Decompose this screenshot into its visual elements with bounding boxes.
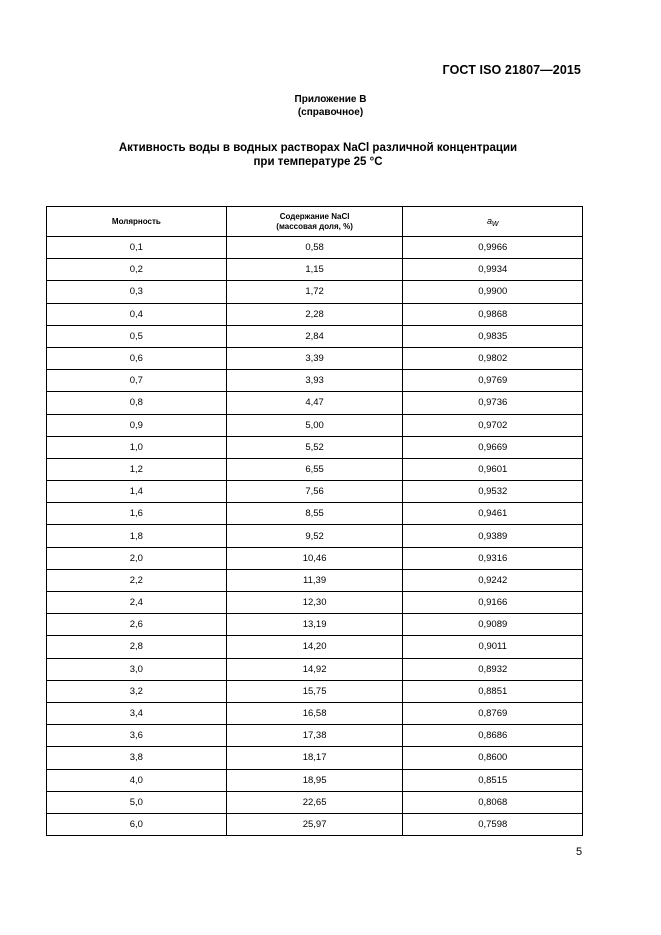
- cell-water-activity: 0,9532: [403, 481, 583, 503]
- document-code: ГОСТ ISO 21807—2015: [442, 63, 581, 77]
- cell-nacl-content: 9,52: [226, 525, 403, 547]
- cell-water-activity: 0,8515: [403, 769, 583, 791]
- cell-water-activity: 0,9966: [403, 237, 583, 259]
- cell-nacl-content: 2,28: [226, 303, 403, 325]
- table-row: [47, 325, 583, 347]
- cell-nacl-content: 0,58: [226, 237, 403, 259]
- table-row: [47, 436, 583, 458]
- cell-molarity: 0,9: [47, 414, 227, 436]
- annex-type: (справочное): [297, 107, 364, 118]
- table-row: [47, 347, 583, 369]
- cell-nacl-content: 22,65: [226, 791, 403, 813]
- cell-water-activity: 0,9702: [403, 414, 583, 436]
- cell-water-activity: 0,9389: [403, 525, 583, 547]
- table-body: [47, 237, 583, 836]
- cell-molarity: 0,2: [47, 259, 227, 281]
- cell-nacl-content: 14,20: [226, 636, 403, 658]
- cell-molarity: 1,8: [47, 525, 227, 547]
- cell-water-activity: 0,9011: [403, 636, 583, 658]
- cell-nacl-content: 18,95: [226, 769, 403, 791]
- header-nacl-line-2: (массовая доля, %): [276, 221, 353, 231]
- table-row: [47, 702, 583, 724]
- page-number: 5: [576, 846, 583, 858]
- cell-nacl-content: 25,97: [226, 813, 403, 835]
- cell-molarity: 3,0: [47, 658, 227, 680]
- table-row: [47, 569, 583, 591]
- cell-water-activity: 0,8600: [403, 747, 583, 769]
- table-row: [47, 658, 583, 680]
- cell-water-activity: 0,9868: [403, 303, 583, 325]
- cell-water-activity: 0,8851: [403, 680, 583, 702]
- cell-molarity: 0,3: [47, 281, 227, 303]
- header-nacl-line-1: Содержание NaCl: [279, 211, 350, 221]
- cell-water-activity: 0,9669: [403, 436, 583, 458]
- cell-water-activity: 0,9835: [403, 325, 583, 347]
- cell-water-activity: 0,9166: [403, 592, 583, 614]
- table-row: [47, 813, 583, 835]
- cell-water-activity: 0,9242: [403, 569, 583, 591]
- annex-title: Приложение В: [294, 94, 367, 105]
- cell-molarity: 1,0: [47, 436, 227, 458]
- cell-water-activity: 0,9461: [403, 503, 583, 525]
- cell-water-activity: 0,8769: [403, 702, 583, 724]
- cell-water-activity: 0,8068: [403, 791, 583, 813]
- table-row: [47, 503, 583, 525]
- table-row: [47, 747, 583, 769]
- table-caption: [0, 141, 636, 169]
- cell-nacl-content: 4,47: [226, 392, 403, 414]
- cell-molarity: 0,1: [47, 237, 227, 259]
- cell-nacl-content: 5,00: [226, 414, 403, 436]
- cell-molarity: 4,0: [47, 769, 227, 791]
- cell-molarity: 0,6: [47, 347, 227, 369]
- cell-nacl-content: 6,55: [226, 458, 403, 480]
- header-molarity: Молярность: [47, 207, 227, 237]
- water-activity-table: [46, 206, 583, 836]
- table-row: [47, 547, 583, 569]
- cell-molarity: 0,7: [47, 370, 227, 392]
- annex-heading: [0, 93, 661, 119]
- cell-nacl-content: 5,52: [226, 436, 403, 458]
- cell-nacl-content: 16,58: [226, 702, 403, 724]
- table-row: [47, 237, 583, 259]
- cell-molarity: 2,6: [47, 614, 227, 636]
- table-row: [47, 392, 583, 414]
- cell-molarity: 3,6: [47, 725, 227, 747]
- cell-water-activity: 0,9316: [403, 547, 583, 569]
- cell-water-activity: 0,9802: [403, 347, 583, 369]
- table-row: [47, 414, 583, 436]
- cell-water-activity: 0,9769: [403, 370, 583, 392]
- cell-molarity: 1,2: [47, 458, 227, 480]
- cell-nacl-content: 10,46: [226, 547, 403, 569]
- cell-molarity: 3,8: [47, 747, 227, 769]
- cell-molarity: 6,0: [47, 813, 227, 835]
- cell-water-activity: 0,9900: [403, 281, 583, 303]
- cell-nacl-content: 13,19: [226, 614, 403, 636]
- header-aw-subscript: w: [491, 217, 499, 228]
- table-header-row: [47, 207, 583, 237]
- cell-molarity: 1,4: [47, 481, 227, 503]
- cell-molarity: 3,4: [47, 702, 227, 724]
- cell-nacl-content: 17,38: [226, 725, 403, 747]
- table-row: [47, 370, 583, 392]
- table-row: [47, 259, 583, 281]
- header-aw-symbol: a: [486, 215, 492, 226]
- cell-nacl-content: 12,30: [226, 592, 403, 614]
- cell-molarity: 0,4: [47, 303, 227, 325]
- table-row: [47, 636, 583, 658]
- table-row: [47, 725, 583, 747]
- table-row: [47, 525, 583, 547]
- cell-molarity: 0,8: [47, 392, 227, 414]
- cell-molarity: 2,2: [47, 569, 227, 591]
- cell-nacl-content: 11,39: [226, 569, 403, 591]
- cell-water-activity: 0,9601: [403, 458, 583, 480]
- cell-molarity: 3,2: [47, 680, 227, 702]
- table-caption-line-1: Активность воды в водных растворах NaCl различной концентрации: [118, 142, 518, 154]
- cell-nacl-content: 8,55: [226, 503, 403, 525]
- table-row: [47, 791, 583, 813]
- table-row: [47, 769, 583, 791]
- cell-molarity: 0,5: [47, 325, 227, 347]
- cell-water-activity: 0,9736: [403, 392, 583, 414]
- cell-nacl-content: 1,15: [226, 259, 403, 281]
- table-row: [47, 281, 583, 303]
- cell-nacl-content: 1,72: [226, 281, 403, 303]
- table-row: [47, 680, 583, 702]
- table-row: [47, 592, 583, 614]
- cell-molarity: 2,0: [47, 547, 227, 569]
- cell-molarity: 1,6: [47, 503, 227, 525]
- cell-water-activity: 0,8686: [403, 725, 583, 747]
- cell-water-activity: 0,7598: [403, 813, 583, 835]
- table-row: [47, 458, 583, 480]
- cell-nacl-content: 7,56: [226, 481, 403, 503]
- table-row: [47, 614, 583, 636]
- cell-nacl-content: 3,93: [226, 370, 403, 392]
- cell-water-activity: 0,9934: [403, 259, 583, 281]
- header-water-activity: [403, 207, 583, 237]
- cell-nacl-content: 18,17: [226, 747, 403, 769]
- cell-water-activity: 0,9089: [403, 614, 583, 636]
- cell-water-activity: 0,8932: [403, 658, 583, 680]
- table-caption-line-2: при температуре 25 °С: [253, 156, 383, 168]
- cell-molarity: 2,8: [47, 636, 227, 658]
- cell-molarity: 5,0: [47, 791, 227, 813]
- cell-nacl-content: 3,39: [226, 347, 403, 369]
- cell-nacl-content: 2,84: [226, 325, 403, 347]
- cell-nacl-content: 15,75: [226, 680, 403, 702]
- header-nacl-content: [226, 207, 403, 237]
- cell-molarity: 2,4: [47, 592, 227, 614]
- table-row: [47, 303, 583, 325]
- cell-nacl-content: 14,92: [226, 658, 403, 680]
- table-row: [47, 481, 583, 503]
